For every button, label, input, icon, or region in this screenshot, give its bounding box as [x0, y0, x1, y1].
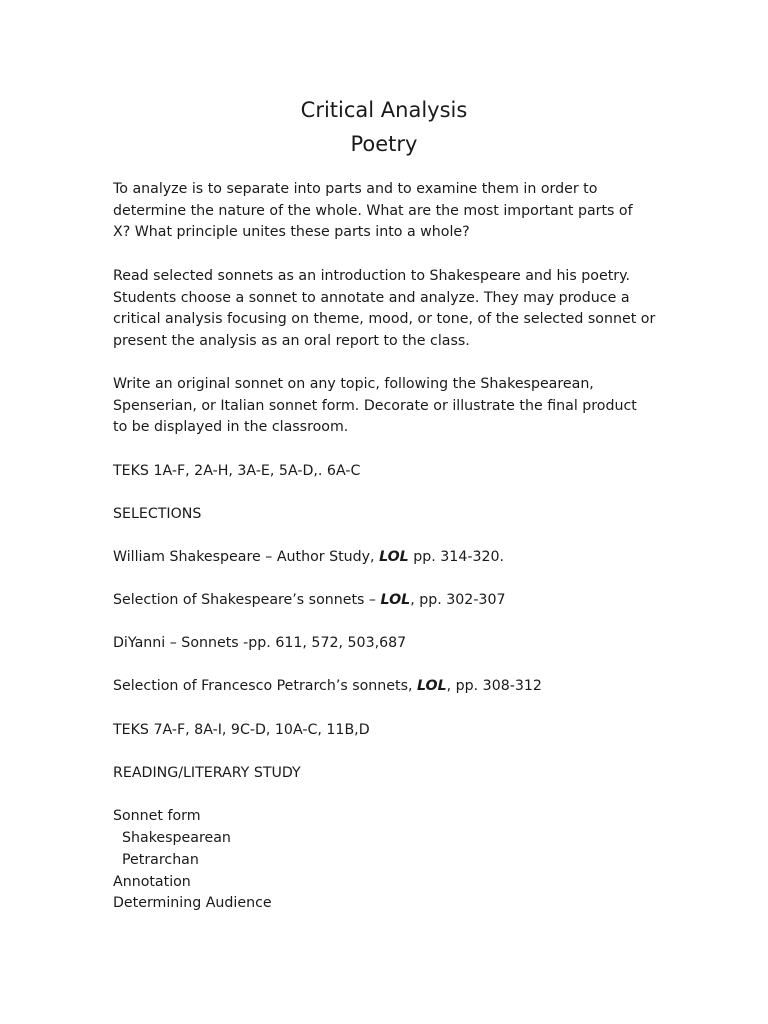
paragraph-line: critical analysis focusing on theme, mood, or tone, of the selected sonnet or — [113, 311, 656, 328]
selection-item — [113, 547, 504, 569]
paragraph-line: Write an original sonnet on any topic, following the Shakespearean, — [113, 376, 594, 392]
list-item-shakespearean: Shakespearean — [122, 830, 231, 846]
teks-standards-1: TEKS 1A-F, 2A-H, 3A-E, 5A-D,. 6A-C — [113, 463, 361, 479]
lol-abbreviation: LOL — [416, 678, 447, 694]
paragraph-line: X? What principle unites these parts into a whole? — [113, 224, 470, 241]
list-item-sonnet-form: Sonnet form — [113, 808, 201, 824]
paragraph-read-sonnets — [113, 266, 673, 352]
selection-text: Selection of Francesco Petrarch’s sonnets, — [113, 678, 417, 694]
selection-pages: , pp. 302-307 — [410, 592, 506, 608]
selection-pages: , pp. 308-312 — [446, 678, 542, 694]
reading-heading: READING/LITERARY STUDY — [113, 765, 301, 781]
lol-abbreviation: LOL — [379, 549, 409, 565]
document-title: Critical Analysis — [300, 98, 468, 122]
selection-text: Selection of Shakespeare’s sonnets – — [113, 592, 381, 608]
selection-pages: pp. 314-320. — [408, 549, 505, 565]
paragraph-analyze-definition — [113, 179, 673, 244]
paragraph-line: to be displayed in the classroom. — [113, 419, 349, 436]
paragraph-line: present the analysis as an oral report to the class. — [113, 332, 470, 349]
list-item-audience: Determining Audience — [113, 895, 272, 911]
paragraph-line: Read selected sonnets as an introduction to Shakespeare and his poetry. — [113, 268, 630, 284]
paragraph-line: Spenserian, or Italian sonnet form. Decorate or illustrate the final product — [113, 397, 637, 414]
document-subtitle: Poetry — [350, 132, 418, 156]
list-item-petrarchan: Petrarchan — [122, 852, 199, 868]
paragraph-write-sonnet — [113, 374, 673, 439]
selection-text: William Shakespeare – Author Study, — [113, 549, 380, 565]
teks-standards-2: TEKS 7A-F, 8A-I, 9C-D, 10A-C, 11B,D — [113, 722, 370, 738]
lol-abbreviation: LOL — [380, 592, 411, 608]
selections-heading: SELECTIONS — [113, 506, 202, 522]
selection-item — [113, 633, 406, 655]
paragraph-line: Students choose a sonnet to annotate and analyze. They may produce a — [113, 289, 630, 306]
list-item-annotation: Annotation — [113, 874, 191, 890]
selection-item — [113, 590, 506, 612]
paragraph-line: To analyze is to separate into parts and to examine them in order to — [113, 181, 598, 197]
paragraph-line: determine the nature of the whole. What are the most important parts of — [113, 202, 633, 219]
selection-text: DiYanni – Sonnets -pp. 611, 572, 503,687 — [113, 635, 407, 651]
selection-item — [113, 676, 542, 698]
